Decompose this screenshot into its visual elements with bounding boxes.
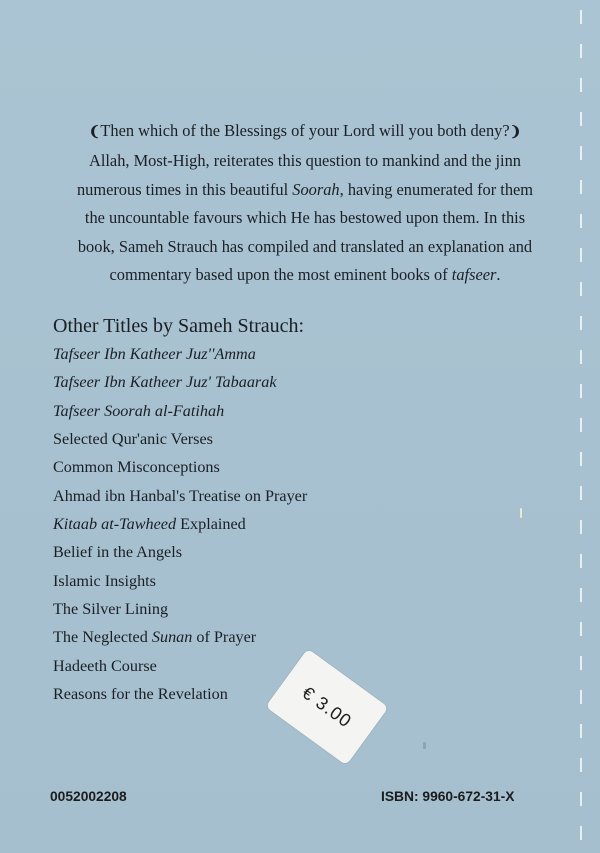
- title-text: Tafseer Ibn Katheer Juz''Amma: [53, 345, 256, 363]
- title-text-end: of Prayer: [192, 628, 257, 647]
- title-text: Tafseer Ibn Katheer Juz' Tabaarak: [53, 373, 277, 392]
- title-text-italic: Kitaab at-Tawheed: [53, 515, 177, 534]
- blurb-soorah-term: Soorah: [292, 179, 340, 199]
- blurb-line-3: [60, 176, 550, 204]
- blurb-line-1: [60, 117, 550, 147]
- blurb-line-6: [60, 261, 550, 289]
- title-text: Reasons for the Revelation: [53, 685, 228, 704]
- other-titles-heading: Other Titles by Sameh Strauch:: [53, 315, 305, 337]
- title-text: Ahmad ibn Hanbal's Treatise on Prayer: [53, 486, 308, 505]
- title-text: The Silver Lining: [53, 600, 169, 619]
- perforation-edge: [580, 10, 582, 840]
- blurb-line-3-start: numerous times in this beautiful: [76, 179, 293, 199]
- blurb-line-5: book, Sameh Strauch has compiled and translated an explanation and: [77, 236, 533, 256]
- title-text: Selected Qur'anic Verses: [53, 430, 213, 449]
- blurb-paragraph: [60, 117, 550, 289]
- title-text: Islamic Insights: [53, 571, 156, 590]
- other-titles-list: [53, 340, 307, 708]
- title-text: Belief in the Angels: [53, 543, 183, 562]
- scuff-mark: [520, 508, 522, 518]
- title-item: [53, 538, 307, 566]
- barcode-number: 0052002208: [50, 789, 127, 804]
- title-item: [53, 397, 307, 425]
- quote-bracket-open: ❨: [88, 125, 101, 140]
- title-item: [53, 425, 307, 453]
- blurb-line-3-end: , having enumerated for them: [339, 179, 534, 199]
- blurb-line-2: Allah, Most-High, reiterates this question to mankind and the jinn: [88, 151, 521, 171]
- title-text-italic: Sunan: [151, 628, 193, 647]
- title-text: Explained: [176, 515, 246, 534]
- title-item: [53, 368, 307, 396]
- title-item: [53, 340, 307, 368]
- title-item: [53, 567, 307, 595]
- quote-bracket-close: ❩: [509, 125, 522, 140]
- blurb-tafseer-term: tafseer: [451, 265, 497, 285]
- title-item: [53, 453, 307, 481]
- blurb-quote: Then which of the Blessings of your Lord will you both deny?: [100, 121, 510, 140]
- title-item: [53, 623, 307, 651]
- scuff-mark: [423, 742, 426, 749]
- title-item: [53, 595, 307, 623]
- blurb-line-4: the uncountable favours which He has bestowed upon them. In this: [84, 208, 526, 228]
- price-label: € 3.00: [298, 682, 356, 732]
- blurb-line-6-start: commentary based upon the most eminent books of: [109, 265, 452, 285]
- title-item: [53, 482, 307, 510]
- title-item: [53, 510, 307, 538]
- title-text: Tafseer Soorah al-Fatihah: [53, 401, 225, 420]
- blurb-line-6-end: .: [496, 265, 501, 285]
- title-item: [53, 652, 307, 680]
- title-text: Hadeeth Course: [53, 656, 157, 675]
- isbn-label: ISBN: 9960-672-31-X: [381, 789, 515, 804]
- title-text: Common Misconceptions: [53, 458, 220, 477]
- title-text: The Neglected: [53, 628, 152, 647]
